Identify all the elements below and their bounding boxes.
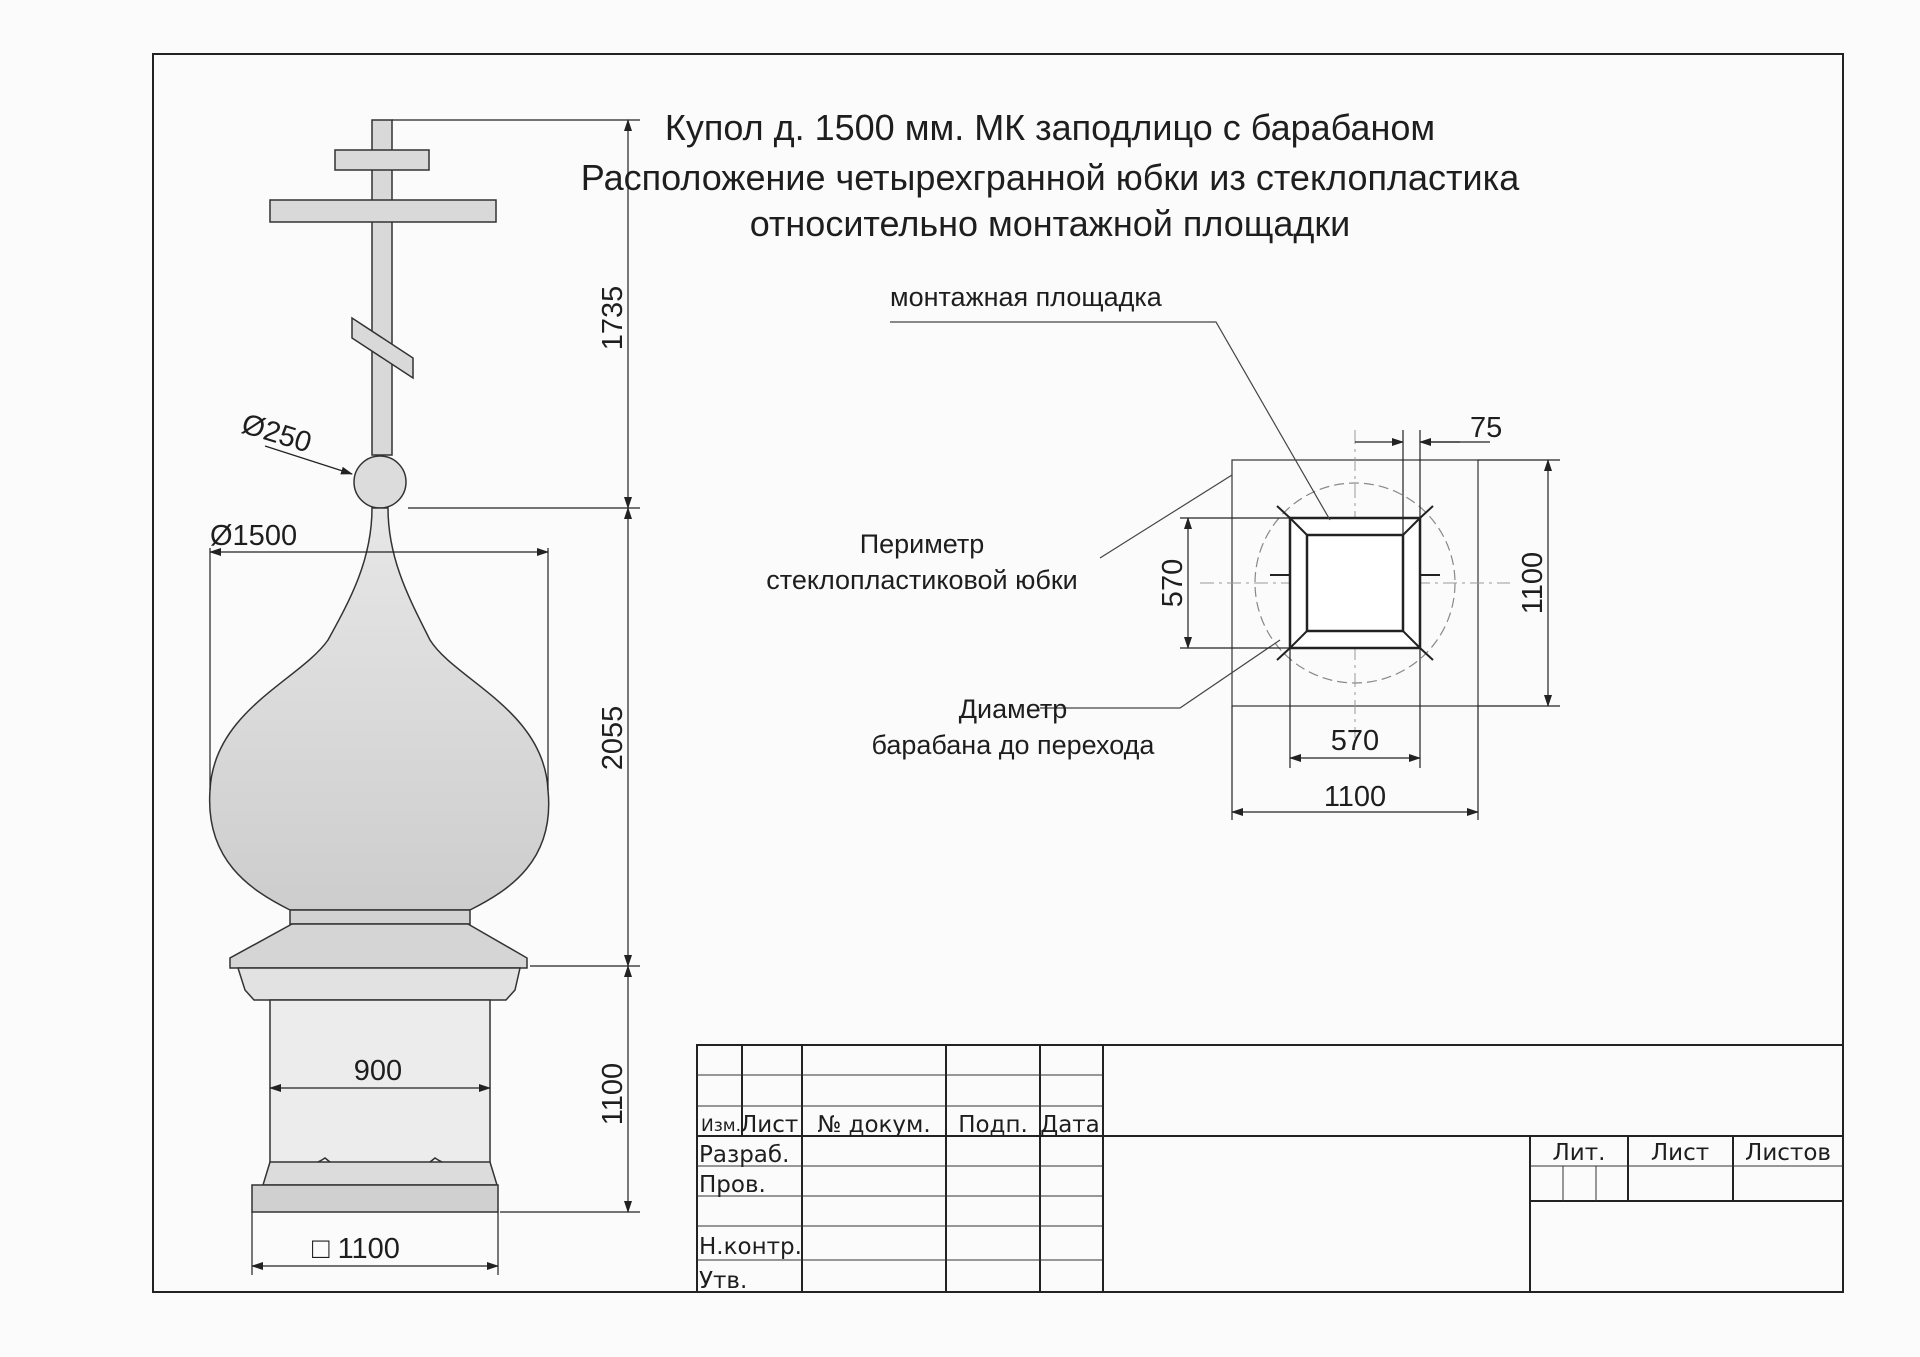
- dome-neck-ring: [290, 910, 470, 924]
- tb-sign: Подп.: [958, 1112, 1028, 1138]
- orthodox-cross: [270, 120, 496, 455]
- dome-skirt: [230, 924, 527, 968]
- dome-elevation: [210, 120, 640, 1275]
- tb-lit: Лит.: [1552, 1140, 1606, 1166]
- plan-view: [766, 282, 1560, 820]
- dim-base-square: □ 1100: [312, 1233, 400, 1265]
- tb-izm: Изм.: [701, 1116, 741, 1136]
- title-block: [697, 1045, 1843, 1294]
- skirt-inner: [1307, 535, 1403, 631]
- title-line-3: относительно монтажной площадки: [749, 203, 1351, 244]
- dim-drum-height: 1100: [597, 1062, 629, 1126]
- dim-dome-diameter: Ø1500: [210, 520, 298, 552]
- dim-inner-vertical: 570: [1157, 558, 1189, 608]
- label-mounting-platform: монтажная площадка: [890, 282, 1162, 312]
- dome-ball: [354, 456, 406, 508]
- dim-drum-width: 900: [353, 1055, 403, 1087]
- title-line-1: Купол д. 1500 мм. МК заподлицо с барабаном: [664, 107, 1436, 148]
- tb-sheets: Листов: [1745, 1140, 1831, 1166]
- tb-sheet: Лист: [1650, 1140, 1710, 1166]
- label-skirt-perimeter-2: стеклопластиковой юбки: [766, 565, 1078, 595]
- tb-list: Лист: [740, 1112, 799, 1138]
- dim-offset: 75: [1470, 412, 1503, 444]
- dim-outer-vertical: 1100: [1517, 551, 1549, 615]
- tb-checked: Пров.: [699, 1172, 766, 1198]
- drawing-title: [581, 107, 1520, 244]
- label-drum-diameter-2: барабана до перехода: [871, 730, 1155, 760]
- dim-inner-horizontal: 570: [1330, 725, 1380, 757]
- tb-doc-no: № докум.: [817, 1112, 931, 1138]
- label-drum-diameter-1: Диаметр: [958, 694, 1068, 724]
- tb-developed: Разраб.: [699, 1142, 790, 1168]
- tb-date: Дата: [1040, 1112, 1100, 1138]
- plan-leaders: [890, 322, 1330, 708]
- drum-base-plinth: [252, 1185, 498, 1212]
- tb-approved: Утв.: [699, 1268, 748, 1294]
- label-skirt-perimeter-1: Периметр: [859, 529, 985, 559]
- dim-dome-height: 2055: [597, 705, 629, 771]
- onion-dome: [210, 508, 549, 910]
- title-line-2: Расположение четырехгранной юбки из стеклопластика: [580, 157, 1520, 198]
- dim-outer-horizontal: 1100: [1323, 781, 1387, 813]
- drum-base: [263, 1162, 497, 1185]
- dim-ball-diameter: Ø250: [237, 408, 316, 460]
- tb-norm-control: Н.контр.: [699, 1234, 802, 1260]
- drum-cornice: [238, 968, 520, 1000]
- dim-cross-height: 1735: [597, 285, 629, 351]
